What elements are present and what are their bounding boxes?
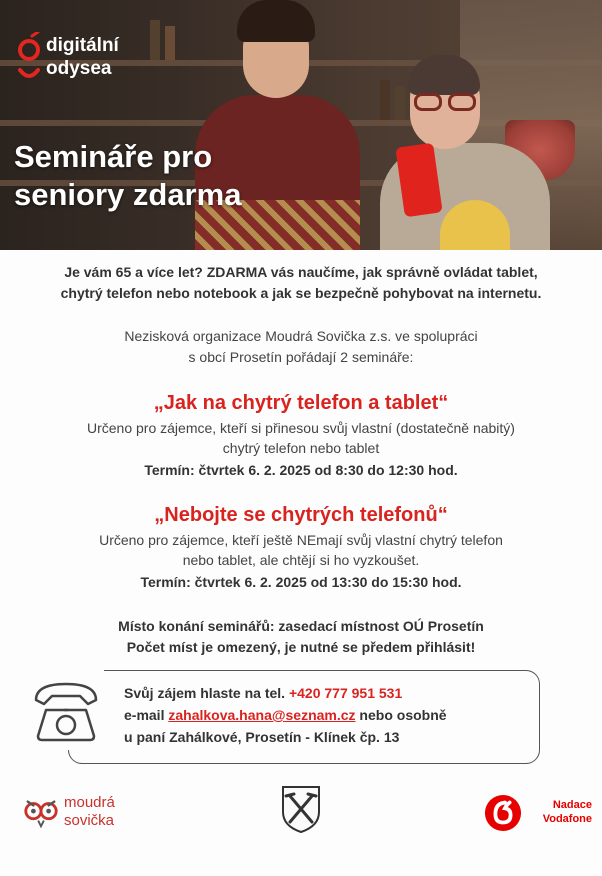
contact-email-link[interactable]: zahalkova.hana@seznam.cz — [168, 707, 356, 723]
seminar-2-description — [0, 530, 602, 570]
seminar-1-description — [0, 418, 602, 458]
moudra-sovicka-logo — [22, 790, 142, 836]
nadace-vodafone-logo — [484, 794, 594, 834]
contact-email-suffix: nebo osobně — [355, 707, 447, 723]
contact-email-label: e-mail — [124, 707, 169, 723]
seminar-1-term: Termín: čtvrtek 6. 2. 2025 od 8:30 do 12:30 hod. — [144, 462, 458, 478]
title-line-2: seniory zdarma — [14, 177, 242, 212]
contact-text — [124, 682, 534, 748]
logo-text — [46, 34, 119, 80]
contact-address: u paní Zahálkové, Prosetín - Klínek čp. 13 — [124, 729, 400, 745]
vodafone-logo-text — [538, 798, 592, 826]
seminar-1-desc-line-1: Určeno pro zájemce, kteří si přinesou svůj vlastní (dostatečně nabitý) — [87, 420, 515, 436]
organizer-text — [0, 326, 602, 368]
contact-line-2 — [124, 704, 534, 726]
vodafone-line-2: Vodafone — [542, 813, 592, 825]
hero-photo — [0, 0, 602, 250]
contact-phone[interactable]: +420 777 951 531 — [288, 685, 403, 701]
intro-line-1: Je vám 65 a více let? ZDARMA vás naučíme, jak správně ovládat tablet, — [64, 264, 538, 280]
seminar-1-title: „Jak na chytrý telefon a tablet“ — [153, 392, 449, 414]
seminar-1-desc-line-2: chytrý telefon nebo tablet — [222, 440, 380, 456]
title-line-1: Semináře pro — [14, 139, 213, 174]
vodafone-icon — [484, 794, 522, 832]
venue-line-2: Počet míst je omezený, je nutné se předem přihlásit! — [126, 639, 476, 655]
seminar-2-term: Termín: čtvrtek 6. 2. 2025 od 13:30 do 15:30 hod. — [140, 574, 462, 590]
venue-line-1: Místo konání seminářů: zasedací místnost OÚ Prosetín — [118, 618, 484, 634]
book — [165, 26, 175, 60]
logo-mark-icon — [16, 32, 42, 84]
telephone-icon — [28, 670, 104, 750]
seminar-2-title: „Nebojte se chytrých telefonů“ — [154, 504, 448, 526]
contact-phone-label: Svůj zájem hlaste na tel. — [124, 685, 289, 701]
seminar-2-desc-line-2: nebo tablet, ale chtějí si ho vyzkoušet. — [182, 552, 420, 568]
logo-line-1: digitální — [46, 35, 119, 56]
contact-line-1 — [124, 682, 534, 704]
page-title — [14, 138, 334, 214]
municipal-crest-icon — [280, 784, 322, 834]
digitalni-odysea-logo — [16, 30, 146, 90]
owl-logo-line-1: moudrá — [64, 794, 115, 811]
owl-logo-line-2: sovička — [64, 812, 115, 829]
senior-woman — [380, 55, 580, 250]
owl-logo-text — [64, 794, 115, 830]
book — [150, 20, 160, 60]
seminar-2-desc-line-1: Určeno pro zájemce, kteří ještě NEmají svůj vlastní chytrý telefon — [99, 532, 503, 548]
venue-info — [0, 616, 602, 658]
logo-line-2: odysea — [46, 58, 112, 79]
vodafone-line-1: Nadace — [552, 799, 592, 811]
hair — [408, 55, 480, 95]
organizer-line-1: Nezisková organizace Moudrá Sovička z.s. ve spolupráci — [124, 328, 478, 344]
owl-icon — [22, 794, 60, 832]
organizer-line-2: s obcí Prosetín pořádají 2 semináře: — [188, 349, 414, 365]
intro-text — [0, 262, 602, 304]
glasses — [410, 93, 480, 113]
hair — [237, 0, 315, 42]
intro-line-2: chytrý telefon nebo notebook a jak se bezpečně pohybovat na internetu. — [60, 285, 542, 301]
